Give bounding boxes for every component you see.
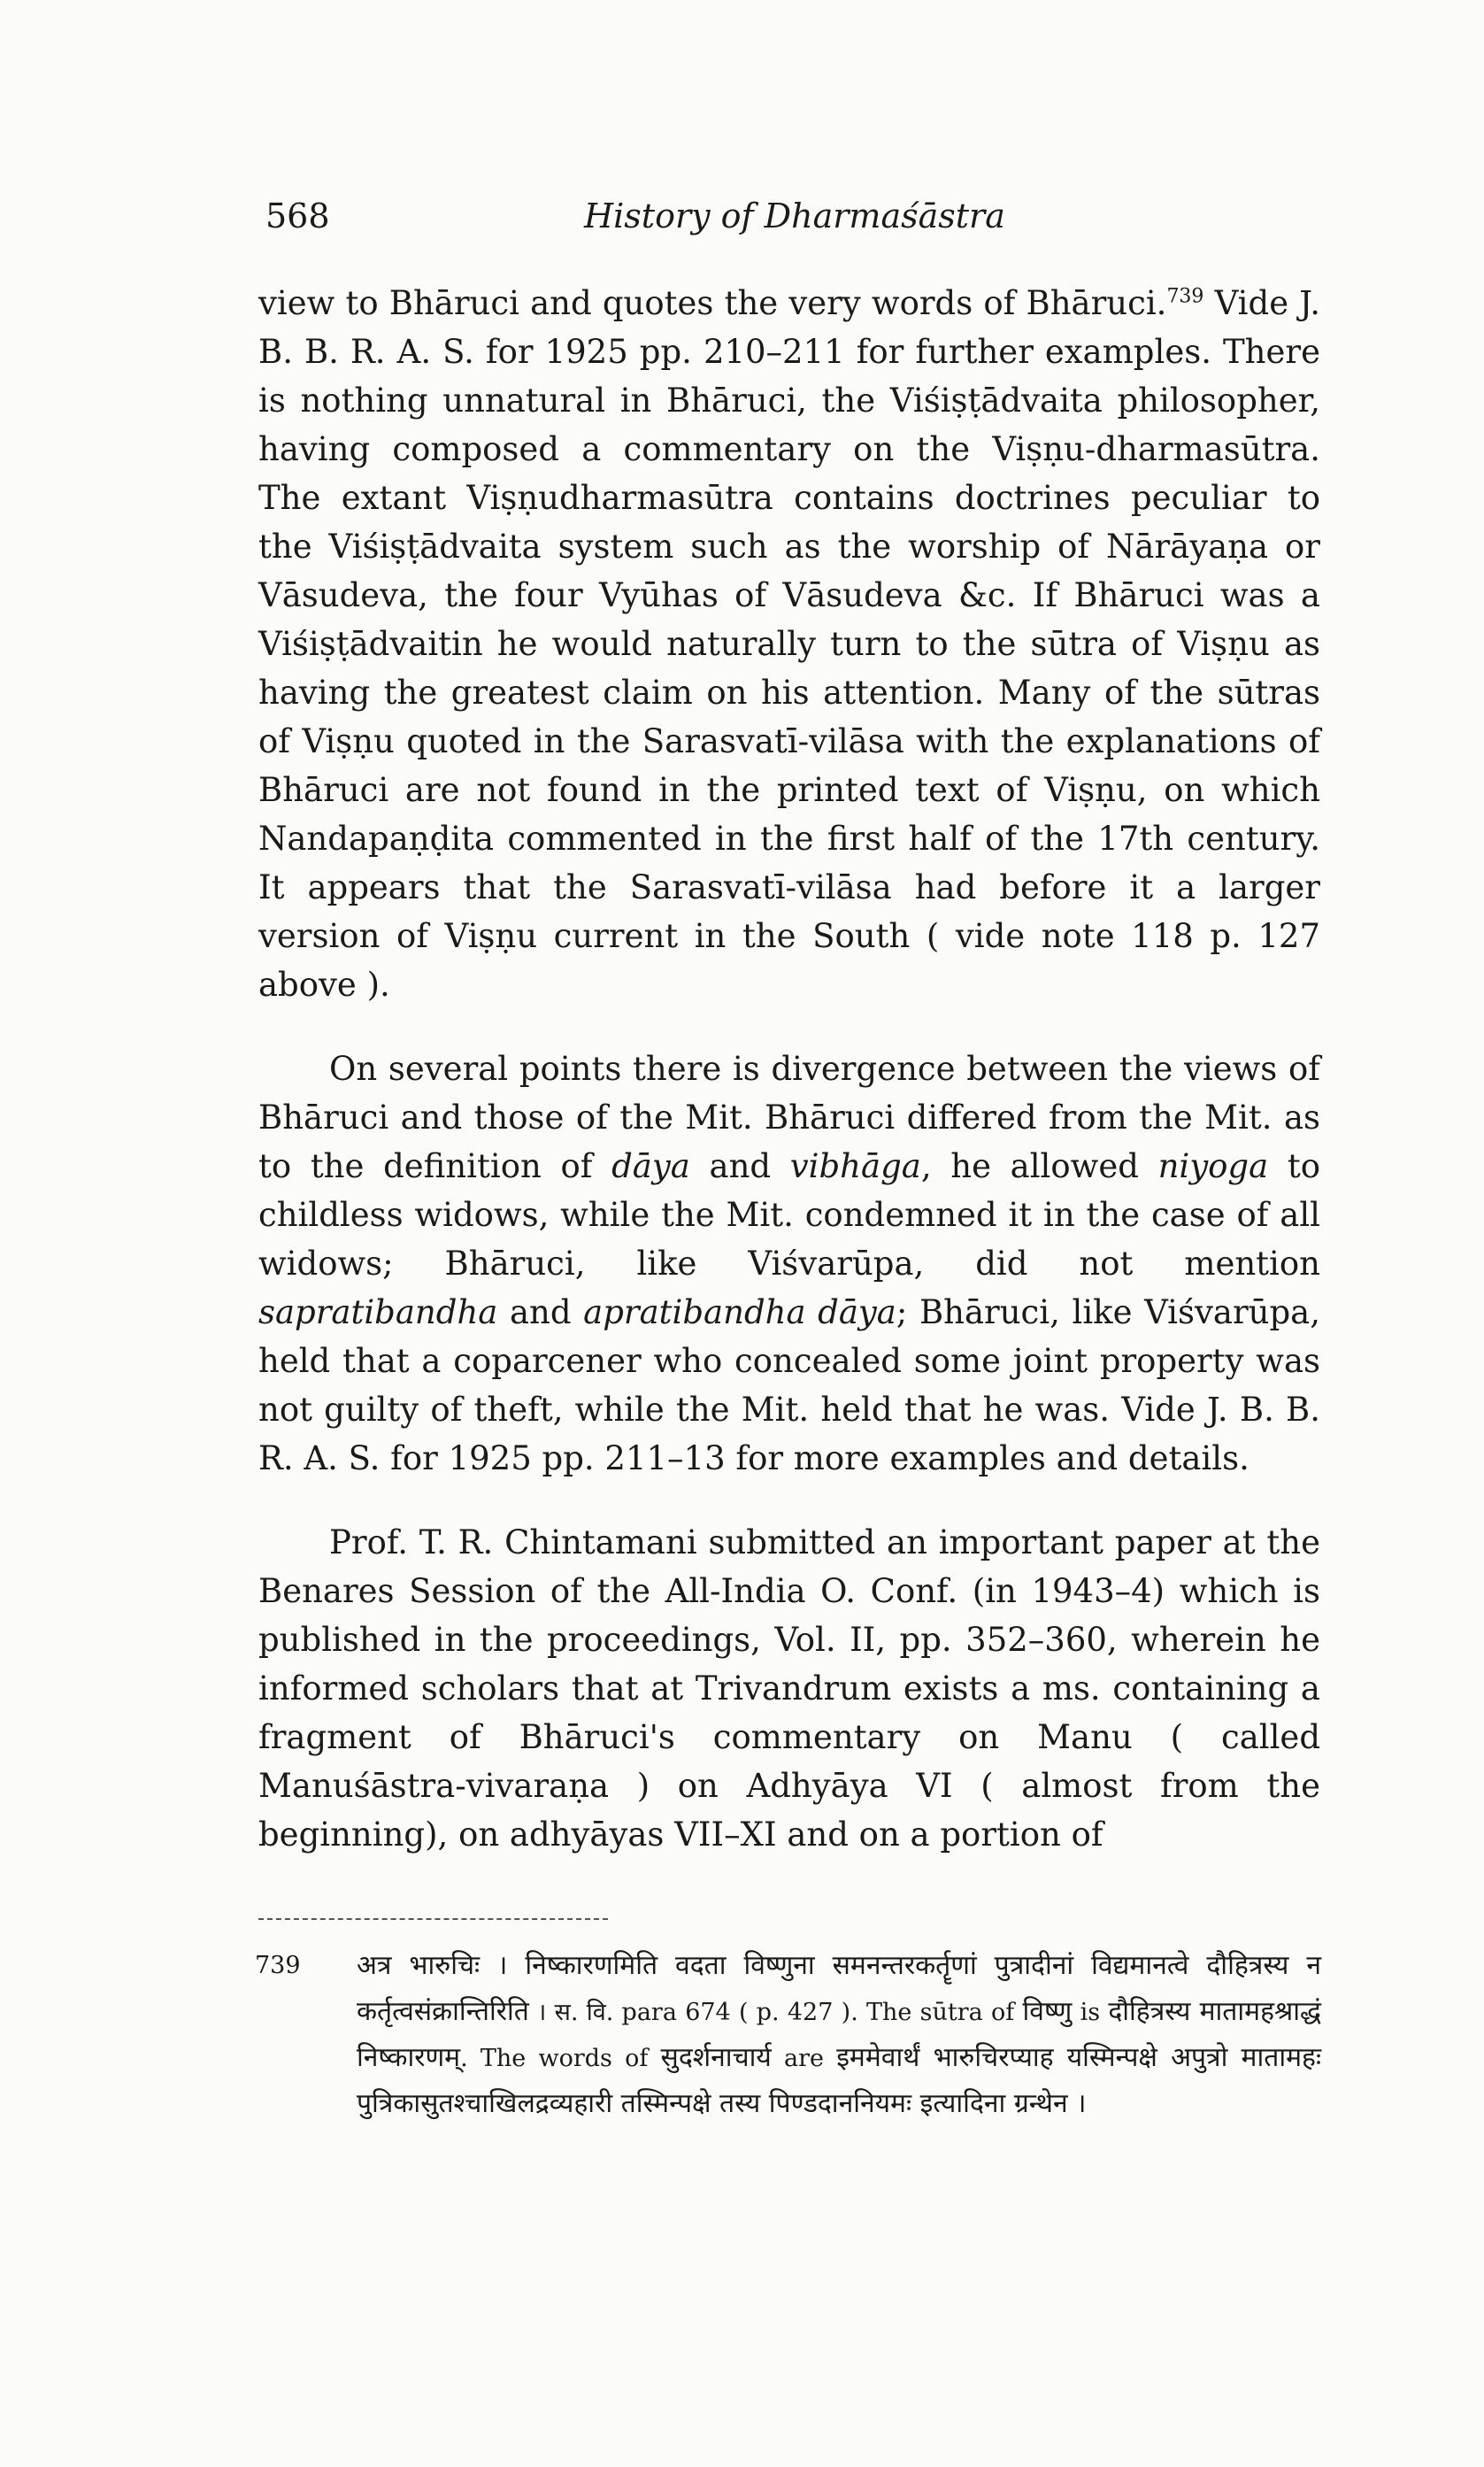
page-header [265, 197, 1319, 250]
paragraph-3-text: Prof. T. R. Chintamani submitted an important paper at the Benares Session of the All-India O. Conf. (in 1943–4) which is published in the proceedings, Vol. II, pp. 352–360, wherein he informed scholars that at Trivandrum exists a ms. containing a fragment of Bhāruci's commentary on Manu ( called Manuśāstra-vivaraṇa ) on Adhyāya VI ( almost from the beginning), on adhyāyas VII–XI and on a portion of [258, 1523, 1320, 1854]
paragraph-3 [258, 1518, 1320, 1859]
term-daya: dāya [611, 1147, 690, 1185]
footnote-text-run: is [1072, 1999, 1109, 2026]
page-number: 568 [265, 197, 330, 235]
term-apratibandha-daya: apratibandha dāya [583, 1293, 896, 1331]
paragraph-2 [258, 1045, 1320, 1483]
paragraph-2-text: On several points there is divergence between the views of Bhāruci and those of the Mit. Bhāruci differed from the Mit. as to the definition of [258, 1050, 1320, 1185]
paragraph-2-text: to childless widows, while the Mit. condemned it in the case of all widows; Bhāruci, like Viśvarūpa, did not mention [258, 1147, 1320, 1283]
term-vibhaga: vibhāga [789, 1147, 921, 1185]
footnote-sanskrit: विष्णु [1022, 1996, 1073, 2027]
footnote-sanskrit: अत्र भारुचिः । निष्कारणमिति वदता विष्णुना समनन्तरकर्तॄणां पुत्रादीनां विद्यमानत्वे दौहित्रस्य न कर्तृत्वसंक्रान्तिरिति [357, 1950, 1321, 2027]
footnote-reference: । स. वि. para 674 ( p. 427 ). The sūtra of [528, 1999, 1023, 2026]
footnote-divider [258, 1918, 608, 1920]
footnote-number: 739 [255, 1952, 301, 1979]
term-niyoga: niyoga [1157, 1147, 1269, 1185]
running-title: History of Dharmaśāstra [584, 197, 1005, 235]
footnote-sanskrit: दौहित्रस्य मातामहश्राद्धं निष्कारणम् [357, 1996, 1321, 2073]
footnote-text [357, 1943, 1321, 2127]
paragraph-2-text: and [689, 1147, 790, 1185]
paragraph-2-text: and [497, 1293, 584, 1331]
term-sapratibandha: sapratibandha [258, 1293, 498, 1331]
footnote-ref: 739 [1166, 285, 1204, 308]
paragraph-1 [258, 279, 1320, 1009]
footnote-sanskrit: सुदर्शनाचार्य [660, 2042, 772, 2073]
paragraph-1-text-cont: Vide J. B. B. R. A. S. for 1925 pp. 210–211 for further examples. There is nothing unnatural in Bhāruci, the Viśiṣṭādvaita philosopher, having composed a commentary on the Viṣṇu-dharmasūtra. The extant Viṣṇudharmasūtra contains doctrines peculiar to the Viśiṣṭādvaita system such as the worship of Nārāyaṇa or Vāsudeva, the four Vyūhas of Vāsudeva &c. If Bhāruci was a Viśiṣṭādvaitin he would naturally turn to the sūtra of Viṣṇu as having the greatest claim on his attention. Many of the sūtras of Viṣṇu quoted in the Sarasvatī-vilāsa with the explanations of Bhāruci are not found in the printed text of Viṣṇu, on which Nandapaṇḍita commented in the first half of the 17th century. It appears that the Sarasvatī-vilāsa had before it a larger version of Viṣṇu current in the South ( vide note 118 p. 127 above ). [258, 284, 1320, 1004]
paragraph-2-text: ; Bhāruci, like Viśvarūpa, held that a coparcener who concealed some joint property was not guilty of theft, while the Mit. held that he was. Vide J. B. B. R. A. S. for 1925 pp. 211–13 for more examples and details. [258, 1293, 1320, 1477]
footnote-text-run: . The words of [460, 2045, 661, 2072]
paragraph-2-text: , he allowed [920, 1147, 1158, 1185]
footnote-sanskrit: इममेवार्थं भारुचिरप्याह यस्मिन्पक्षे अपुत्रो मातामहः पुत्रिकासुतश्चाखिलद्रव्यहारी तस्मिन्पक्षे तस्य पिण्डदाननियमः इत्यादिना ग्रन्थेन । [357, 2042, 1322, 2119]
footnote-text-run: are [771, 2045, 837, 2072]
main-text [258, 279, 1320, 1859]
footnote-739 [255, 1943, 1321, 2127]
paragraph-1-text: view to Bhāruci and quotes the very words of Bhāruci. [258, 284, 1167, 322]
